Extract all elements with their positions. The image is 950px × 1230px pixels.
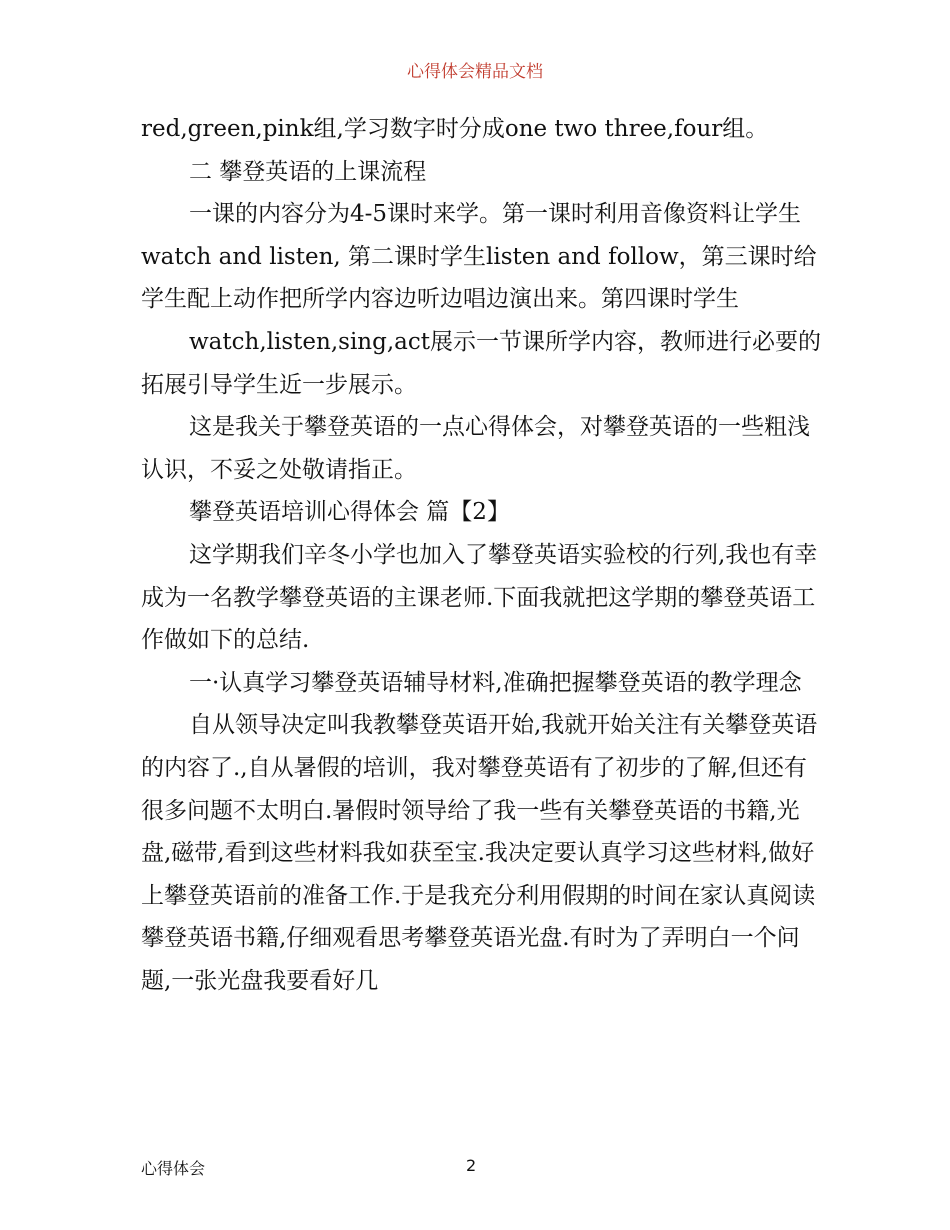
paragraph-9: 自从领导决定叫我教攀登英语开始,我就开始关注有关攀登英语的内容了.,自从暑假的培训，我对攀登英语有了初步的了解,但还有很多问题不太明白.暑假时领导给了我一些有关攀登英语的书籍,光盘,磁带,看到这些材料我如获至宝.我决定要认真学习这些材料,做好上攀登英语前的准备工作.于是我充分利用假期的时间在家认真阅读攀登英语书籍,仔细观看思考攀登英语光盘.有时为了弄明白一个问题,一张光盘我要看好几 xyxy=(141,712,818,994)
page-number: 2 xyxy=(466,1156,477,1175)
document-body xyxy=(141,108,821,1002)
paragraph-7: 这学期我们辛冬小学也加入了攀登英语实验校的行列,我也有幸成为一名教学攀登英语的主课老师.下面我就把这学期的攀登英语工作做如下的总结. xyxy=(141,541,818,654)
paragraph-4: watch,listen,sing,act展示一节课所学内容，教师进行必要的拓展引导学生近一步展示。 xyxy=(141,328,821,398)
section-heading: 攀登英语培训心得体会 篇【2】 xyxy=(189,499,510,526)
paragraph-8: 一·认真学习攀登英语辅导材料,准确把握攀登英语的教学理念 xyxy=(189,669,802,696)
page-header: 心得体会精品文档 xyxy=(407,62,543,82)
paragraph-1: red,green,pink组,学习数字时分成one two three,four组。 xyxy=(141,116,769,142)
paragraph-3: 一课的内容分为4-5课时来学。第一课时利用音像资料让学生watch and listen, 第二课时学生listen and follow，第三课时给学生配上动作把所学内容边听边唱边演出来。第四课时学生 xyxy=(141,201,817,313)
footer-label: 心得体会 xyxy=(141,1159,206,1178)
paragraph-5: 这是我关于攀登英语的一点心得体会，对攀登英语的一些粗浅认识，不妥之处敬请指正。 xyxy=(141,414,810,483)
paragraph-2: 二 攀登英语的上课流程 xyxy=(189,158,427,185)
